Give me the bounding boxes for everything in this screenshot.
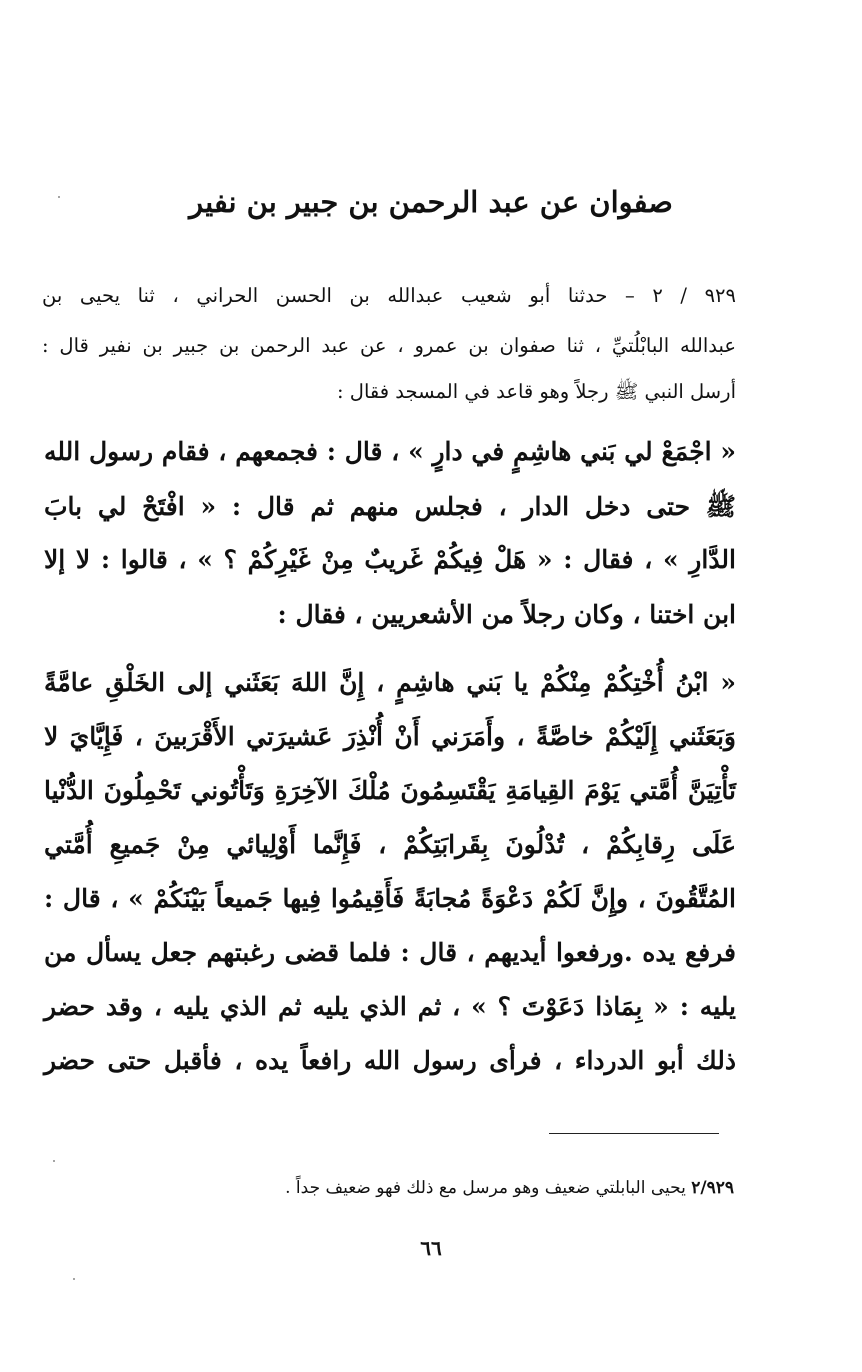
isnad-line-2: عبدالله البابْلُتيِّ ، ثنا صفوان بن عمرو ، عن عبد الرحمن بن جبير بن نفير قال : bbox=[42, 334, 736, 357]
isnad-line-3: أرسل النبي ﷺ رجلاً وهو قاعد في المسجد فقال : bbox=[337, 380, 736, 403]
paragraph-2-line-2: وَبَعَثَني إِلَيْكُمْ خاصَّةً ، وأَمَرَني أَنْ أُنْذِرَ عَشيرَتي الأَقْرَبينَ ، فَإِيَّايَ لا bbox=[44, 722, 736, 751]
page-number: ٦٦ bbox=[420, 1236, 442, 1260]
paragraph-1-line-2: ﷺ حتى دخل الدار ، فجلس منهم ثم قال : « افْتَحْ لي بابَ bbox=[44, 492, 736, 521]
paragraph-2-line-5: المُتَّقُونَ ، وإِنَّ لَكُمْ دَعْوَةً مُجابَةً فَأَقِيمُوا فِيها جَميعاً بَيْنَكُمْ » ، قال : bbox=[44, 884, 736, 913]
paragraph-1-line-1: « اجْمَعْ لي بَني هاشِمٍ في دارٍ » ، قال : فجمعهم ، فقام رسول الله bbox=[44, 437, 736, 466]
paragraph-2-line-4: عَلَى رِقابِكُمْ ، تُدْلُونَ بِقَرابَتِكُمْ ، فَإِنَّما أَوْلِيائي مِنْ جَميعِ أُمَّتي bbox=[44, 830, 736, 859]
paragraph-2-line-7: يليه : « بِمَاذا دَعَوْتَ ؟ » ، ثم الذي يليه ثم الذي يليه ، وقد حضر bbox=[44, 992, 736, 1021]
footnote-text: يحيى البابلتي ضعيف وهو مرسل مع ذلك فهو ضعيف جداً . bbox=[285, 1178, 686, 1198]
page-title: صفوان عن عبد الرحمن بن جبير بن نفير bbox=[189, 185, 673, 219]
paragraph-2-line-6: فرفع يده .ورفعوا أيديهم ، قال : فلما قضى رغبتهم جعل يسأل من bbox=[44, 938, 736, 967]
paragraph-2-line-3: تَأْتِيَنَّ أُمَّتي يَوْمَ القِيامَةِ يَقْتَسِمُونَ مُلْكَ الآخِرَةِ وَتَأْتُوني تَحْمِلُونَ الدُّنْيا bbox=[44, 776, 736, 805]
paragraph-1-line-4: ابن اختنا ، وكان رجلاً من الأشعريين ، فقال : bbox=[277, 600, 736, 629]
isnad-line-1: ٩٢٩ / ٢ – حدثنا أبو شعيب عبدالله بن الحسن الحراني ، ثنا يحيى بن bbox=[42, 284, 736, 307]
scan-speck bbox=[73, 1278, 75, 1280]
scan-speck bbox=[53, 1160, 55, 1162]
footnote-ref: ٢/٩٢٩ bbox=[691, 1178, 734, 1198]
footnote bbox=[285, 1178, 734, 1198]
footnote-divider bbox=[549, 1133, 719, 1134]
paragraph-2-line-1: « ابْنُ أُخْتِكُمْ مِنْكُمْ يا بَني هاشِمٍ ، إِنَّ اللهَ بَعَثَني إلى الخَلْقِ عامَّةً bbox=[44, 668, 736, 697]
scan-speck bbox=[58, 196, 60, 198]
paragraph-1-line-3: الدَّارِ » ، فقال : « هَلْ فِيكُمْ غَريبٌ مِنْ غَيْرِكُمْ ؟ » ، قالوا : لا إلا bbox=[44, 545, 736, 574]
paragraph-2-line-8: ذلك أبو الدرداء ، فرأى رسول الله رافعاً يده ، فأقبل حتى حضر bbox=[44, 1046, 736, 1075]
